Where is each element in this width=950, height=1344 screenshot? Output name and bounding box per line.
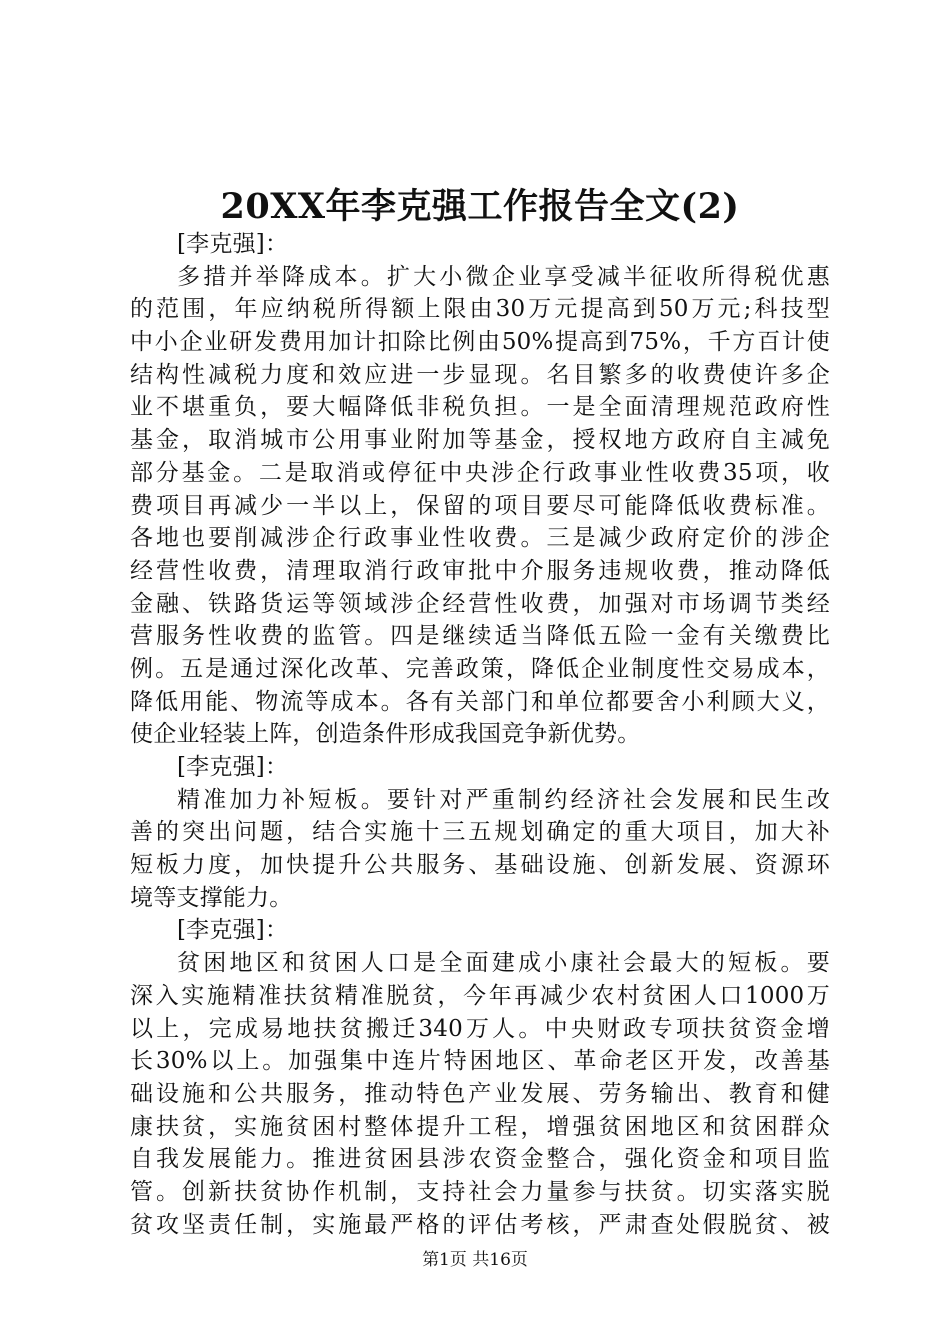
paragraph-line: 费项目再减少一半以上，保留的项目要尽可能降低收费标准。 [130, 492, 830, 519]
page-number-footer: 第1页 共16页 [422, 1250, 528, 1270]
paragraph-line: 结构性减税力度和效应进一步显现。名目繁多的收费使许多企 [130, 361, 830, 388]
paragraph-line: 使企业轻装上阵，创造条件形成我国竞争新优势。 [130, 721, 641, 748]
paragraph-line: 经营性收费，清理取消行政审批中介服务违规收费，推动降低 [130, 557, 830, 584]
paragraph-line: 多措并举降成本。扩大小微企业享受减半征收所得税优惠 [177, 263, 830, 290]
paragraph-line: 善的突出问题，结合实施十三五规划确定的重大项目，加大补 [130, 819, 830, 846]
paragraph-line: 例。五是通过深化改革、完善政策，降低企业制度性交易成本， [130, 655, 830, 682]
speaker-label: [李克强]： [177, 917, 289, 944]
paragraph-line: 贫攻坚责任制，实施最严格的评估考核，严肃查处假脱贫、被 [130, 1211, 830, 1238]
paragraph-line: 短板力度，加快提升公共服务、基础设施、创新发展、资源环 [130, 852, 830, 879]
paragraph-line: 各地也要削减涉企行政事业性收费。三是减少政府定价的涉企 [130, 525, 830, 552]
paragraph-line: 金融、铁路货运等领域涉企经营性收费，加强对市场调节类经 [130, 590, 830, 617]
speaker-label: [李克强]： [177, 754, 289, 780]
paragraph-line: 贫困地区和贫困人口是全面建成小康社会最大的短板。要 [177, 950, 830, 977]
paragraph-line: 的范围，年应纳税所得额上限由30万元提高到50万元;科技型 [130, 296, 830, 323]
paragraph-line: 深入实施精准扶贫精准脱贫，今年再减少农村贫困人口1000万 [130, 982, 830, 1009]
paragraph-line: 自我发展能力。推进贫困县涉农资金整合，强化资金和项目监 [130, 1146, 830, 1173]
document-body [130, 228, 830, 1241]
document-title: 20XX年李克强工作报告全文(2) [220, 186, 740, 227]
paragraph-line: 础设施和公共服务，推动特色产业发展、劳务输出、教育和健 [130, 1080, 830, 1107]
paragraph-line: 长30%以上。加强集中连片特困地区、革命老区开发，改善基 [130, 1048, 830, 1075]
paragraph-line: 以上，完成易地扶贫搬迁340万人。中央财政专项扶贫资金增 [130, 1015, 830, 1042]
paragraph-line: 精准加力补短板。要针对严重制约经济社会发展和民生改 [177, 786, 830, 813]
paragraph-line: 中小企业研发费用加计扣除比例由50%提高到75%，千方百计使 [130, 329, 830, 356]
paragraph-line: 基金，取消城市公用事业附加等基金，授权地方政府自主减免 [130, 427, 830, 454]
paragraph-line: 降低用能、物流等成本。各有关部门和单位都要舍小利顾大义， [130, 688, 830, 715]
paragraph-line: 管。创新扶贫协作机制，支持社会力量参与扶贫。切实落实脱 [130, 1178, 830, 1205]
speaker-label: [李克强]： [177, 231, 289, 257]
paragraph-line: 境等支撑能力。 [130, 884, 293, 911]
paragraph-line: 部分基金。二是取消或停征中央涉企行政事业性收费35项，收 [130, 459, 830, 486]
paragraph-line: 营服务性收费的监管。四是继续适当降低五险一金有关缴费比 [130, 623, 830, 650]
paragraph-line: 康扶贫，实施贫困村整体提升工程，增强贫困地区和贫困群众 [130, 1113, 830, 1140]
paragraph-line: 业不堪重负，要大幅降低非税负担。一是全面清理规范政府性 [130, 394, 830, 421]
